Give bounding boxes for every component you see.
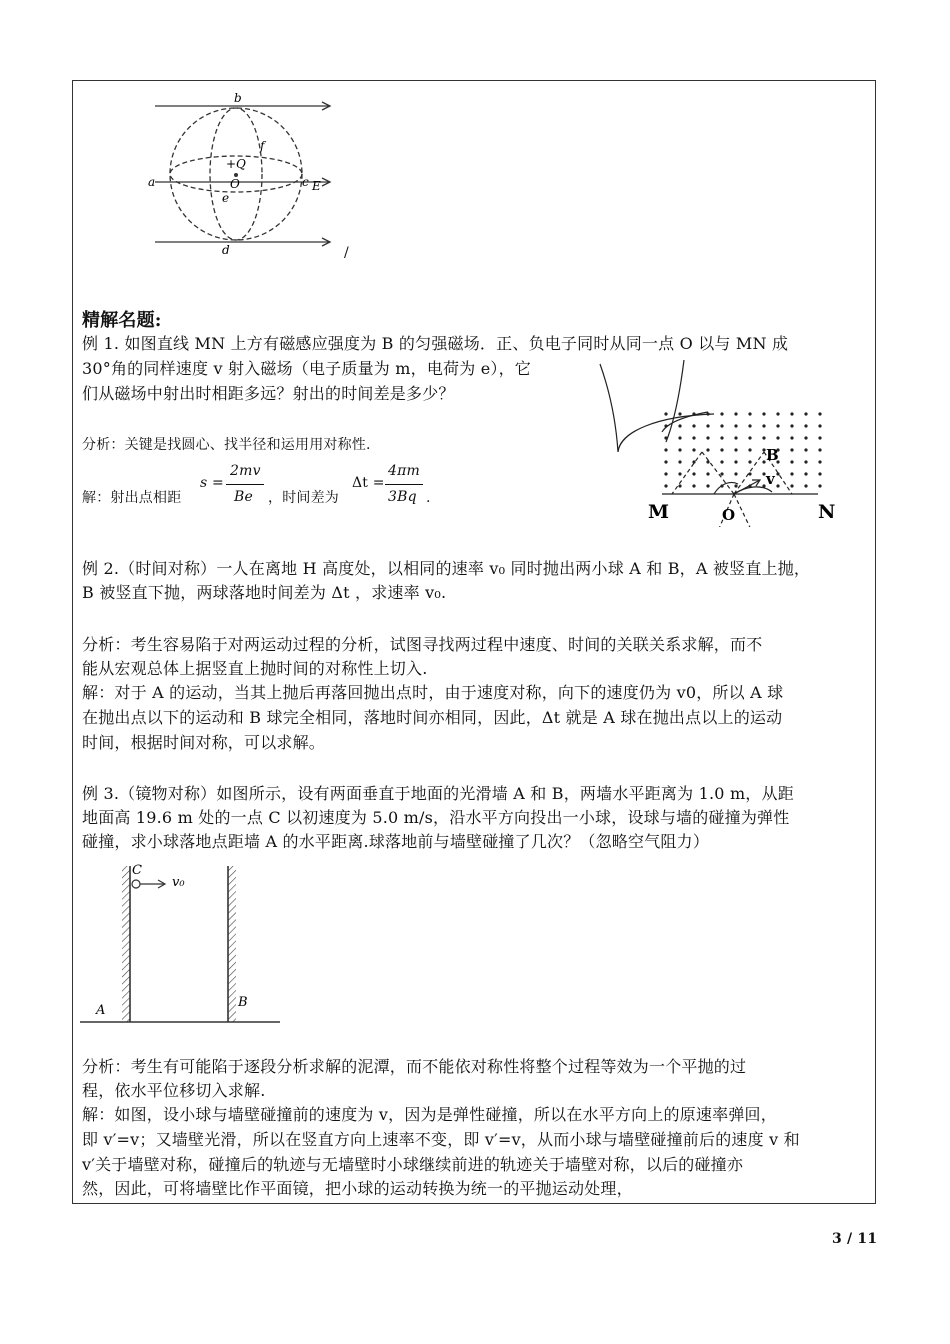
- field-dot: [804, 472, 807, 475]
- field-dot: [804, 484, 807, 487]
- fig-wall-c: C: [132, 863, 142, 878]
- ex2-line2: B 被竖直下抛，两球落地时间差为 Δt ，求速率 v₀.: [82, 583, 447, 602]
- field-dot: [762, 412, 765, 415]
- field-dot: [720, 448, 723, 451]
- label-o: O: [230, 177, 240, 191]
- ex2-analysis-2: 能从宏观总体上据竖直上抛时间的对称性上切入.: [82, 659, 428, 678]
- section-title: 精解名题:: [82, 310, 162, 331]
- field-dot: [790, 424, 793, 427]
- field-dot: [790, 460, 793, 463]
- field-dot: [664, 472, 667, 475]
- field-dot: [720, 424, 723, 427]
- field-dot: [734, 460, 737, 463]
- field-dot: [790, 484, 793, 487]
- field-dot: [692, 484, 695, 487]
- field-dot: [664, 484, 667, 487]
- label-plusq: +Q: [226, 157, 246, 171]
- field-dot: [720, 472, 723, 475]
- field-dot: [776, 472, 779, 475]
- ex3-line1: 例 3.（镜物对称）如图所示，设有两面垂直于地面的光滑墙 A 和 B，两墙水平距离为 1.0 m，从距: [82, 784, 794, 803]
- field-dot: [818, 448, 821, 451]
- field-dot: [734, 472, 737, 475]
- figure-sphere-field: [140, 90, 360, 260]
- field-dot: [678, 412, 681, 415]
- label-e-field: E: [312, 179, 321, 193]
- field-dot: [818, 412, 821, 415]
- field-dot: [790, 412, 793, 415]
- field-dots: [664, 412, 821, 487]
- field-dot: [748, 448, 751, 451]
- field-dot: [776, 484, 779, 487]
- field-dot: [804, 460, 807, 463]
- field-dot: [734, 484, 737, 487]
- field-dot: [818, 460, 821, 463]
- ex1-line3: 们从磁场中射出时相距多远？射出的时间差是多少？: [82, 384, 455, 403]
- fig-mn-m: M: [648, 501, 670, 523]
- fig-wall-b: B: [238, 995, 248, 1010]
- field-dot: [776, 436, 779, 439]
- field-dot: [692, 448, 695, 451]
- ex3-solution-3: v′关于墙壁对称，碰撞后的轨迹与无墙壁时小球继续前进的轨迹关于墙壁对称，以后的碰撞亦: [82, 1155, 744, 1174]
- ex3-solution-1: 解：如图，设小球与墙壁碰撞前的速度为 v，因为是弹性碰撞，所以在水平方向上的原速率弹回，: [82, 1105, 777, 1124]
- figure-magnetic-field-mn: [596, 352, 836, 527]
- field-dot: [748, 412, 751, 415]
- field-dot: [706, 448, 709, 451]
- field-dot: [720, 436, 723, 439]
- label-c: c: [302, 175, 309, 189]
- ex2-solution-1: 解：对于 A 的运动，当其上抛后再落回抛出点时，由于速度对称，向下的速度仍为 v0，所以 A 球: [82, 683, 784, 702]
- field-dot: [762, 424, 765, 427]
- field-dot: [678, 484, 681, 487]
- ex2-analysis-1: 分析：考生容易陷于对两运动过程的分析，试图寻找两过程中速度、时间的关联关系求解，而不: [82, 635, 763, 654]
- ex3-solution-2: 即 v′=v；又墙壁光滑，所以在竖直方向上速率不变，即 v′=v，从而小球与墙壁碰撞前后的速度 v 和: [82, 1130, 800, 1149]
- field-dot: [804, 448, 807, 451]
- field-dot: [818, 436, 821, 439]
- fig-mn-o: O: [722, 506, 736, 524]
- ex1-s-numerator: 2mv: [230, 463, 261, 479]
- field-dot: [748, 436, 751, 439]
- field-dot: [790, 448, 793, 451]
- field-dot: [664, 448, 667, 451]
- fig-wall-v0: v₀: [172, 875, 185, 890]
- label-a: a: [148, 175, 156, 189]
- ex1-dt-numerator: 4πm: [388, 463, 420, 479]
- field-dot: [804, 436, 807, 439]
- fig-mn-b: B: [766, 446, 779, 464]
- field-dot: [692, 424, 695, 427]
- ex3-analysis-1: 分析：考生有可能陷于逐段分析求解的泥潭，而不能依对称性将整个过程等效为一个平抛的过: [82, 1057, 747, 1076]
- figure-walls: [78, 858, 288, 1028]
- field-dot: [776, 412, 779, 415]
- ex2-line1: 例 2.（时间对称）一人在离地 H 高度处，以相同的速率 v₀ 同时抛出两小球 A 和 B，A 被竖直上抛，: [82, 559, 811, 578]
- field-dot: [706, 484, 709, 487]
- label-f: f: [260, 139, 265, 153]
- ex1-line1: 例 1. 如图直线 MN 上方有磁感应强度为 B 的匀强磁场．正、负电子同时从同一点 O 以与 MN 成: [82, 334, 789, 353]
- ex3-line3: 碰撞，求小球落地点距墙 A 的水平距离.球落地前与墙壁碰撞了几次？（忽略空气阻力）: [82, 832, 710, 851]
- fig-wall-a: A: [96, 1003, 106, 1018]
- field-dot: [678, 436, 681, 439]
- field-dot: [748, 424, 751, 427]
- label-e: e: [222, 191, 230, 205]
- ex1-line2: 30°角的同样速度 v 射入磁场（电子质量为 m，电荷为 e），它: [82, 359, 531, 378]
- field-dot: [748, 460, 751, 463]
- field-dot: [804, 412, 807, 415]
- fig-mn-n: N: [818, 501, 836, 523]
- field-dot: [762, 436, 765, 439]
- field-dot: [678, 472, 681, 475]
- field-dot: [790, 472, 793, 475]
- field-dot: [818, 484, 821, 487]
- ex2-solution-2: 在抛出点以下的运动和 B 球完全相同，落地时间亦相同，因此，Δt 就是 A 球在抛出点以上的运动: [82, 708, 783, 727]
- ex1-solution-mid: ，时间差为: [268, 490, 339, 506]
- ex3-analysis-2: 程，依水平位移切入求解.: [82, 1081, 266, 1100]
- field-dot: [678, 460, 681, 463]
- ex2-solution-3: 时间，根据时间对称，可以求解。: [82, 733, 326, 752]
- ex1-dt-denominator: 3Bq: [388, 489, 417, 505]
- ex3-line2: 地面高 19.6 m 处的一点 C 以初速度为 5.0 m/s，沿水平方向投出一小球，设球与墙的碰撞为弹性: [82, 808, 790, 827]
- field-dot: [692, 436, 695, 439]
- label-d: d: [222, 243, 230, 257]
- field-dot: [804, 424, 807, 427]
- field-dot: [692, 460, 695, 463]
- ex1-s-lhs: s =: [200, 475, 224, 491]
- field-dot: [720, 412, 723, 415]
- field-dot: [706, 436, 709, 439]
- field-dot: [664, 412, 667, 415]
- ex1-s-denominator: Be: [234, 489, 253, 505]
- field-dot: [734, 412, 737, 415]
- field-dot: [706, 472, 709, 475]
- stray-slash: /: [344, 245, 349, 261]
- field-dot: [734, 436, 737, 439]
- field-dot: [818, 424, 821, 427]
- field-dot: [678, 424, 681, 427]
- ex1-solution-prefix: 解：射出点相距: [82, 490, 182, 506]
- field-dot: [664, 460, 667, 463]
- field-dot: [706, 424, 709, 427]
- ex1-solution-end: .: [426, 490, 431, 506]
- field-dot: [678, 448, 681, 451]
- field-dot: [734, 448, 737, 451]
- field-dot: [720, 460, 723, 463]
- label-b: b: [234, 91, 242, 105]
- field-dot: [790, 436, 793, 439]
- page-number: 3 / 11: [832, 1231, 878, 1247]
- ex1-dt-lhs: Δt =: [352, 475, 385, 491]
- field-dot: [776, 424, 779, 427]
- fig-mn-v: v: [766, 470, 775, 488]
- field-dot: [818, 472, 821, 475]
- ex1-analysis: 分析：关键是找圆心、找半径和运用用对称性.: [82, 437, 371, 453]
- field-dot: [734, 424, 737, 427]
- field-dot: [706, 460, 709, 463]
- field-dot: [692, 472, 695, 475]
- ex3-solution-4: 然，因此，可将墙壁比作平面镜，把小球的运动转换为统一的平抛运动处理，: [82, 1179, 633, 1198]
